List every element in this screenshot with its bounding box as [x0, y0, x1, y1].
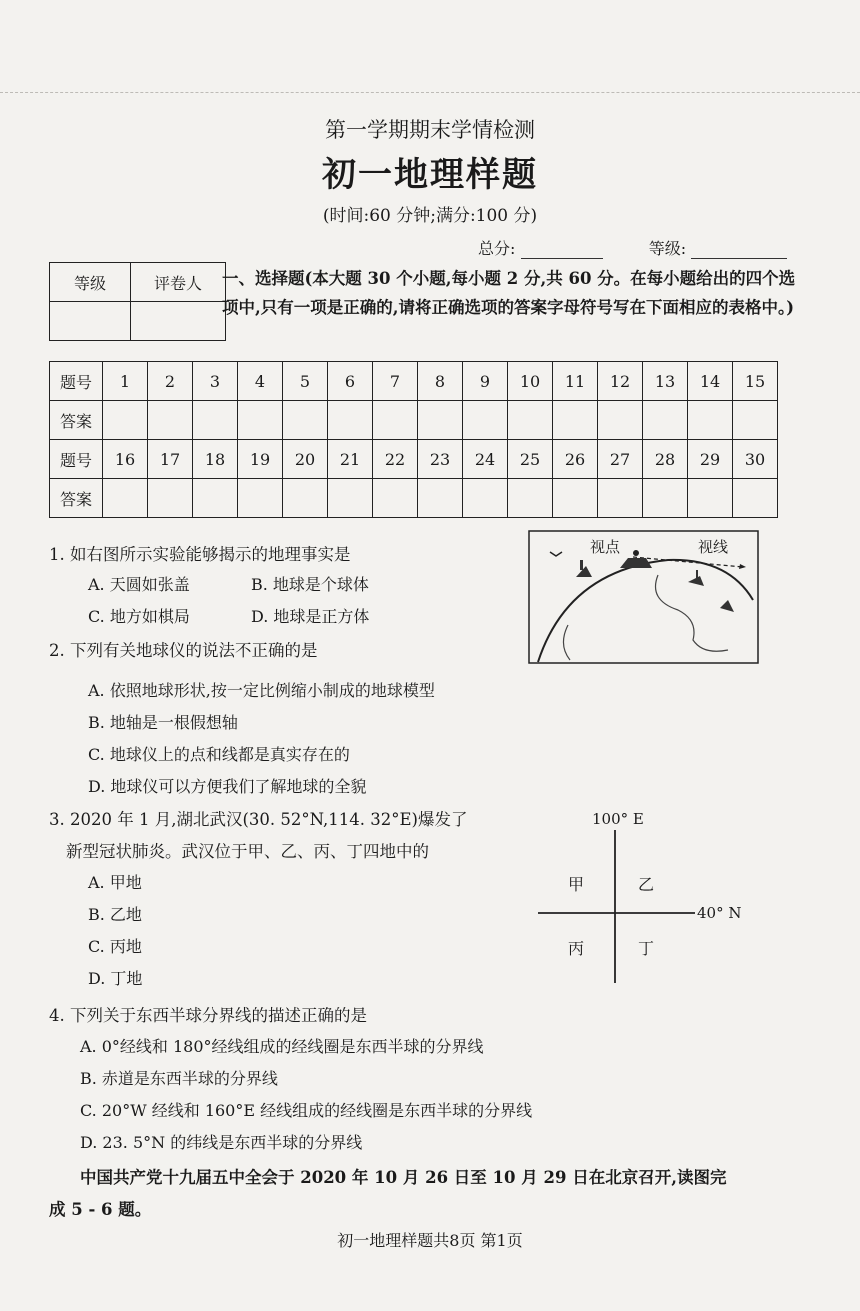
q2-option-b: B. 地轴是一根假想轴 — [88, 713, 238, 732]
num-cell: 6 — [328, 362, 373, 401]
answer-cell[interactable] — [553, 401, 598, 440]
quadrant-sw: 丙 — [568, 939, 585, 958]
q3-stem-line2: 新型冠状肺炎。武汉位于甲、乙、丙、丁四地中的 — [66, 842, 429, 861]
num-cell: 21 — [328, 440, 373, 479]
q1-stem: 1. 如右图所示实验能够揭示的地理事实是 — [49, 545, 351, 564]
num-cell: 12 — [598, 362, 643, 401]
sightline-arrow — [739, 564, 746, 569]
answer-cell[interactable] — [463, 479, 508, 518]
num-cell: 8 — [418, 362, 463, 401]
figure-earth-curvature — [528, 530, 760, 665]
ship-3 — [720, 600, 734, 612]
answer-cell[interactable] — [373, 401, 418, 440]
answer-cell[interactable] — [238, 479, 283, 518]
q3-option-c: C. 丙地 — [88, 937, 142, 956]
num-cell: 18 — [193, 440, 238, 479]
q1-option-d: D. 地球是正方体 — [251, 607, 370, 626]
section1-heading: 一、选择题(本大题 30 个小题,每小题 2 分,共 60 分。在每小题给出的四个选项中,只有一项是正确的,请将正确选项的答案字母符号写在下面相应的表格中。) — [222, 269, 796, 317]
grade-box — [49, 262, 226, 341]
num-label-cell: 题号 — [50, 362, 103, 401]
answer-table-row-answers-2 — [50, 479, 778, 518]
answer-cell[interactable] — [103, 479, 148, 518]
answer-table-row-numbers-2 — [50, 440, 778, 479]
grade-box-grader-header: 评卷人 — [131, 263, 226, 302]
page-top-divider — [0, 92, 860, 93]
answer-cell[interactable] — [418, 479, 463, 518]
page-footer: 初一地理样题共8页 第1页 — [337, 1231, 523, 1250]
q3-option-d: D. 丁地 — [88, 969, 143, 988]
grade-label: 等级: — [648, 239, 687, 258]
answer-cell[interactable] — [328, 401, 373, 440]
ans-label-cell: 答案 — [50, 479, 103, 518]
answer-cell[interactable] — [598, 479, 643, 518]
answer-cell[interactable] — [508, 479, 553, 518]
q4-option-c: C. 20°W 经线和 160°E 经线组成的经线圈是东西半球的分界线 — [80, 1101, 533, 1120]
total-score-blank — [521, 258, 603, 259]
num-cell: 20 — [283, 440, 328, 479]
answer-cell[interactable] — [238, 401, 283, 440]
answer-cell[interactable] — [463, 401, 508, 440]
exam-title: 初一地理样题 — [322, 155, 538, 195]
num-cell: 7 — [373, 362, 418, 401]
answer-cell[interactable] — [328, 479, 373, 518]
quadrant-nw: 甲 — [568, 875, 585, 894]
num-cell: 28 — [643, 440, 688, 479]
answer-cell[interactable] — [553, 479, 598, 518]
label-sightline: 视线 — [698, 538, 729, 556]
answer-cell[interactable] — [508, 401, 553, 440]
quadrant-se: 丁 — [638, 939, 655, 958]
q2-option-d: D. 地球仪可以方便我们了解地球的全貌 — [88, 777, 367, 796]
q3-option-b: B. 乙地 — [88, 905, 142, 924]
answer-cell[interactable] — [598, 401, 643, 440]
answer-cell[interactable] — [418, 401, 463, 440]
answer-table-row-numbers-1 — [50, 362, 778, 401]
longitude-label: 100° E — [592, 810, 644, 828]
coastline-2 — [656, 575, 729, 651]
num-cell: 27 — [598, 440, 643, 479]
figure-latlon-grid — [530, 808, 760, 988]
q1-option-a: A. 天圆如张盖 — [88, 575, 190, 594]
total-score-label: 总分: — [478, 239, 516, 258]
num-cell: 23 — [418, 440, 463, 479]
exam-subtitle: 第一学期期末学情检测 — [325, 118, 535, 142]
answer-cell[interactable] — [193, 401, 238, 440]
grade-blank — [691, 258, 787, 259]
time-info: (时间:60 分钟;满分:100 分) — [322, 206, 538, 226]
num-cell: 30 — [733, 440, 778, 479]
latitude-label: 40° N — [697, 904, 742, 922]
q1-option-c: C. 地方如棋局 — [88, 607, 190, 626]
num-cell: 5 — [283, 362, 328, 401]
q4-option-a: A. 0°经线和 180°经线组成的经线圈是东西半球的分界线 — [80, 1037, 484, 1056]
answer-cell[interactable] — [148, 479, 193, 518]
answer-cell[interactable] — [148, 401, 193, 440]
grade-box-grade-header: 等级 — [50, 263, 131, 302]
num-cell: 10 — [508, 362, 553, 401]
answer-cell[interactable] — [193, 479, 238, 518]
q2-option-c: C. 地球仪上的点和线都是真实存在的 — [88, 745, 350, 764]
score-line — [478, 236, 787, 259]
num-cell: 16 — [103, 440, 148, 479]
answer-cell[interactable] — [283, 479, 328, 518]
ans-label-cell: 答案 — [50, 401, 103, 440]
q2-stem: 2. 下列有关地球仪的说法不正确的是 — [49, 641, 318, 660]
answer-cell[interactable] — [733, 401, 778, 440]
num-cell: 19 — [238, 440, 283, 479]
grade-box-grade-cell — [50, 302, 131, 341]
answer-cell[interactable] — [688, 479, 733, 518]
q1-option-b: B. 地球是个球体 — [251, 575, 369, 594]
answer-table — [49, 361, 778, 518]
grade-box-grader-cell — [131, 302, 226, 341]
num-label-cell: 题号 — [50, 440, 103, 479]
viewpoint-marker — [633, 550, 639, 556]
answer-cell[interactable] — [688, 401, 733, 440]
num-cell: 4 — [238, 362, 283, 401]
q4-stem: 4. 下列关于东西半球分界线的描述正确的是 — [49, 1006, 367, 1025]
observer-group — [620, 558, 652, 568]
num-cell: 15 — [733, 362, 778, 401]
label-viewpoint: 视点 — [590, 538, 621, 556]
num-cell: 22 — [373, 440, 418, 479]
q4-option-d: D. 23. 5°N 的纬线是东西半球的分界线 — [80, 1133, 363, 1152]
num-cell: 9 — [463, 362, 508, 401]
q3-option-a: A. 甲地 — [88, 873, 142, 892]
num-cell: 13 — [643, 362, 688, 401]
num-cell: 1 — [103, 362, 148, 401]
num-cell: 29 — [688, 440, 733, 479]
answer-cell[interactable] — [643, 479, 688, 518]
q3-stem-line1: 3. 2020 年 1 月,湖北武汉(30. 52°N,114. 32°E)爆发了 — [49, 810, 468, 829]
answer-cell[interactable] — [103, 401, 148, 440]
answer-cell[interactable] — [643, 401, 688, 440]
num-cell: 11 — [553, 362, 598, 401]
q2-option-a: A. 依照地球形状,按一定比例缩小制成的地球模型 — [88, 681, 435, 700]
ship-1 — [576, 560, 592, 577]
intro-q5-6-line2: 成 5 - 6 题。 — [49, 1200, 152, 1219]
earth-surface-arc — [538, 560, 753, 662]
coastline-1 — [563, 625, 570, 660]
num-cell: 17 — [148, 440, 193, 479]
answer-cell[interactable] — [733, 479, 778, 518]
bird-icon — [550, 552, 562, 556]
answer-cell[interactable] — [283, 401, 328, 440]
ship-2 — [688, 570, 704, 586]
quadrant-ne: 乙 — [638, 875, 655, 894]
q4-option-b: B. 赤道是东西半球的分界线 — [80, 1069, 278, 1088]
num-cell: 3 — [193, 362, 238, 401]
answer-table-row-answers-1 — [50, 401, 778, 440]
num-cell: 14 — [688, 362, 733, 401]
num-cell: 26 — [553, 440, 598, 479]
num-cell: 25 — [508, 440, 553, 479]
answer-cell[interactable] — [373, 479, 418, 518]
intro-q5-6-line1: 中国共产党十九届五中全会于 2020 年 10 月 26 日至 10 月 29 日在北京召开,读图完 — [80, 1168, 727, 1187]
num-cell: 2 — [148, 362, 193, 401]
num-cell: 24 — [463, 440, 508, 479]
